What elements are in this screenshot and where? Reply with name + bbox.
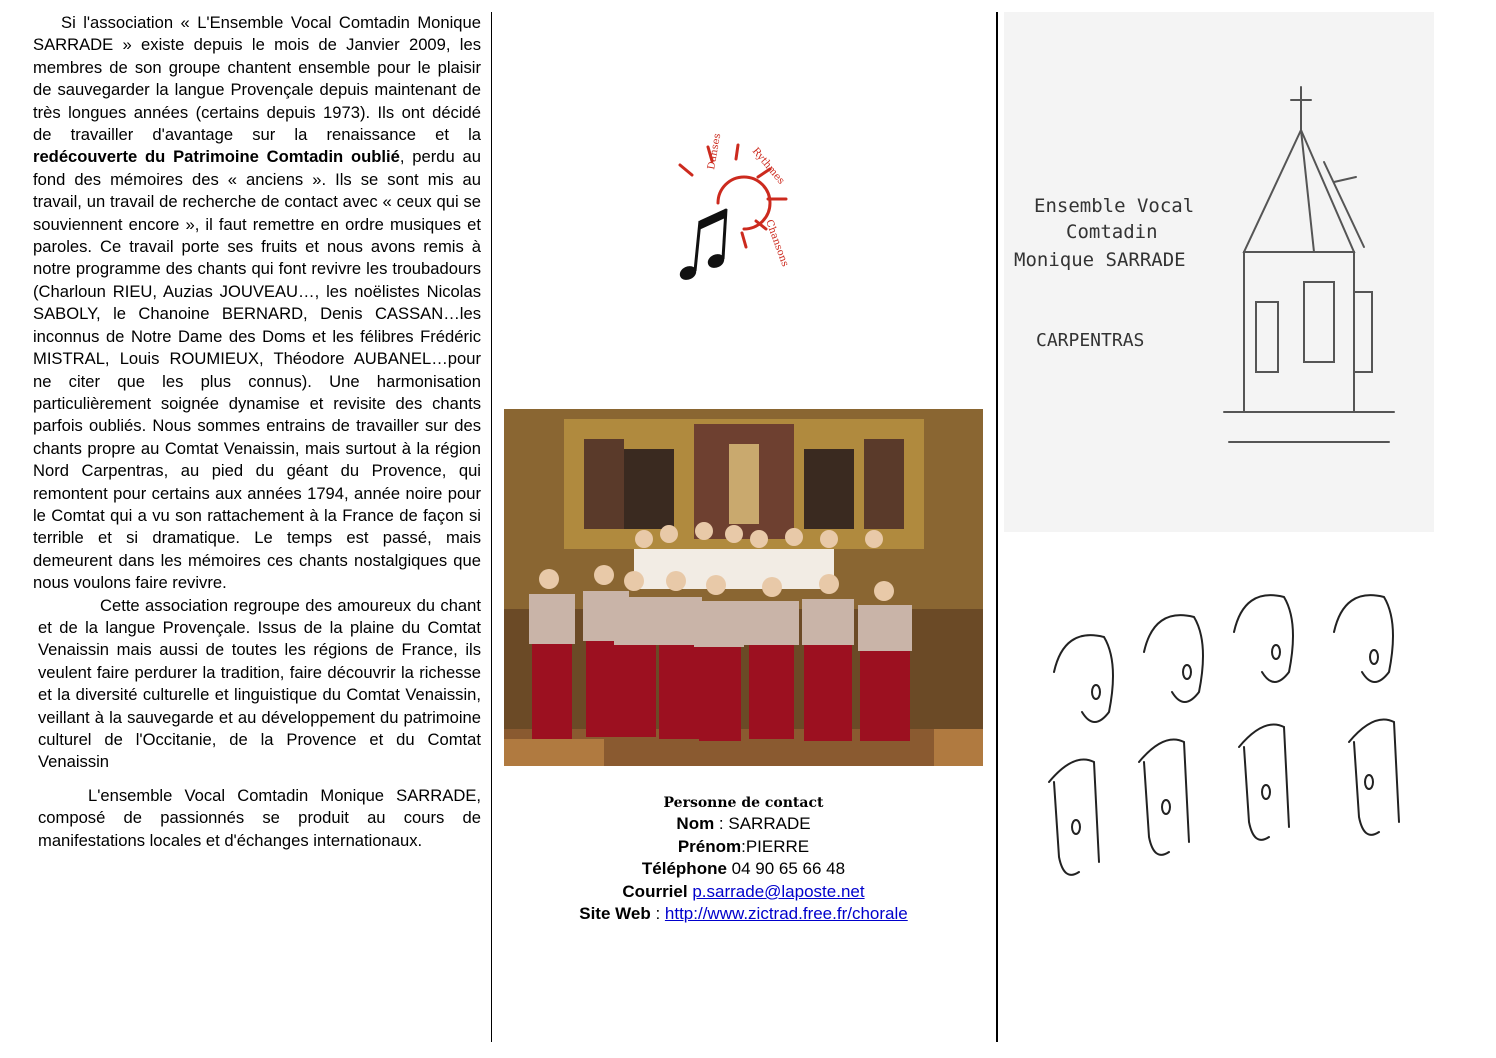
left-text-column: [33, 12, 481, 852]
email-link[interactable]: p.sarrade@laposte.net: [692, 881, 865, 901]
cover-title-line3: Monique SARRADE: [1014, 249, 1186, 271]
fold-line-left: [491, 12, 492, 1042]
contact-email-line: [504, 881, 983, 904]
dances-rhythms-songs-logo: [660, 125, 820, 295]
contact-tel-line: [504, 858, 983, 881]
logo-word-chansons: Chansons: [763, 218, 791, 269]
prenom-value: :PIERRE: [741, 836, 810, 856]
cover-shading: [1004, 12, 1434, 532]
contact-prenom-line: [504, 836, 983, 859]
cover-sketch: [1004, 12, 1434, 1042]
paragraph-association: [33, 595, 481, 774]
web-sep: :: [650, 904, 665, 924]
history-text-end: , perdu au fond des mémoires des « anciens ». Ils se sont mis au travail, un travail de recherche de contact avec « ceux qui se souviennent encore », il faut remettre en ordre musiques et paroles. Ce travail porte ses fruits et nous avons remis à notre programme des chants qui font revivre les troubadours (Charloun RIEU, Auzias JOUVEAU…, les noëlistes Nicolas SABOLY, le Chanoine BERNARD, Denis CASSAN…les inconnus de Notre Dame des Doms et les félibres Frédéric MISTRAL, Louis ROUMIEUX, Théodore AUBANEL…pour ne citer que les plus connus). Une harmonisation particulièrement soignée dynamise et revisite des chants parfois oubliés. Nous sommes entrains de travailler sur des chants propre au Comtat Venaissin, mais surtout à la région Nord Carpentras, au pied du géant du Provence, qui remontent pour certains aux années 1794, année noire pour le Comtat qui a vu son rattachement à la France de façon si terrible et si dramatique. Le temps est passé, mais demeurent dans les mémoires ces chants nostalgiques que nous voulons faire revivre.: [33, 147, 482, 593]
contact-block: [504, 793, 983, 926]
logo-word-danses: Danses: [706, 132, 724, 171]
nom-value: : SARRADE: [714, 814, 811, 833]
association-text: Cette association regroupe des amoureux du chant et de la langue Provençale. Issus de la plaine du Comtat Venaissin mais aussi de toutes les régions de France, ils veulent faire perdurer la tradition, faire découvrir la richesse et la diversité culturelle et linguistique du Comtat Venaissin, veillant à la sauvegarde et au développement du patrimoine culturel de l'Occitanie, de la Provence et du Comtat Venaissin: [38, 595, 481, 772]
courriel-label: Courriel: [622, 881, 688, 901]
contact-title: Personne de contact: [663, 795, 824, 811]
prenom-label: Prénom: [677, 836, 742, 856]
history-text-start: Si l'association « L'Ensemble Vocal Comtadin Monique SARRADE » existe depuis le mois de Janvier 2009, les membres de son groupe chantent ensemble pour le plaisir de sauvegarder la langue Provençale depuis maintenant de très longues années (certains depuis 1973). Ils ont décidé de travailler d'avantage sur la renaissance et la: [33, 13, 481, 145]
cover-title-line2: Comtadin: [1066, 221, 1158, 243]
cover-city: CARPENTRAS: [1036, 330, 1145, 351]
contact-web-line: [504, 903, 983, 926]
nom-label: Nom: [676, 814, 715, 833]
logo-word-rythmes: Rythmes: [749, 145, 787, 187]
cover-title-line1: Ensemble Vocal: [1034, 195, 1195, 217]
music-note-icon: [678, 209, 726, 282]
web-label: Site Web: [579, 904, 651, 924]
paragraph-history: [33, 12, 481, 595]
choir-group-photo: [504, 409, 983, 766]
fold-line-right: [996, 12, 998, 1042]
website-link[interactable]: http://www.zictrad.free.fr/chorale: [664, 904, 908, 924]
contact-nom-line: [504, 813, 983, 836]
tel-label: Téléphone: [641, 859, 727, 879]
history-text-bold: redécouverte du Patrimoine Comtadin oublié: [33, 147, 400, 167]
paragraph-ensemble: [33, 785, 481, 852]
tel-value: 04 90 65 66 48: [726, 859, 846, 879]
ensemble-text: L'ensemble Vocal Comtadin Monique SARRADE, composé de passionnés se produit au cours de manifestations locales et d'échanges internationaux.: [38, 785, 481, 850]
